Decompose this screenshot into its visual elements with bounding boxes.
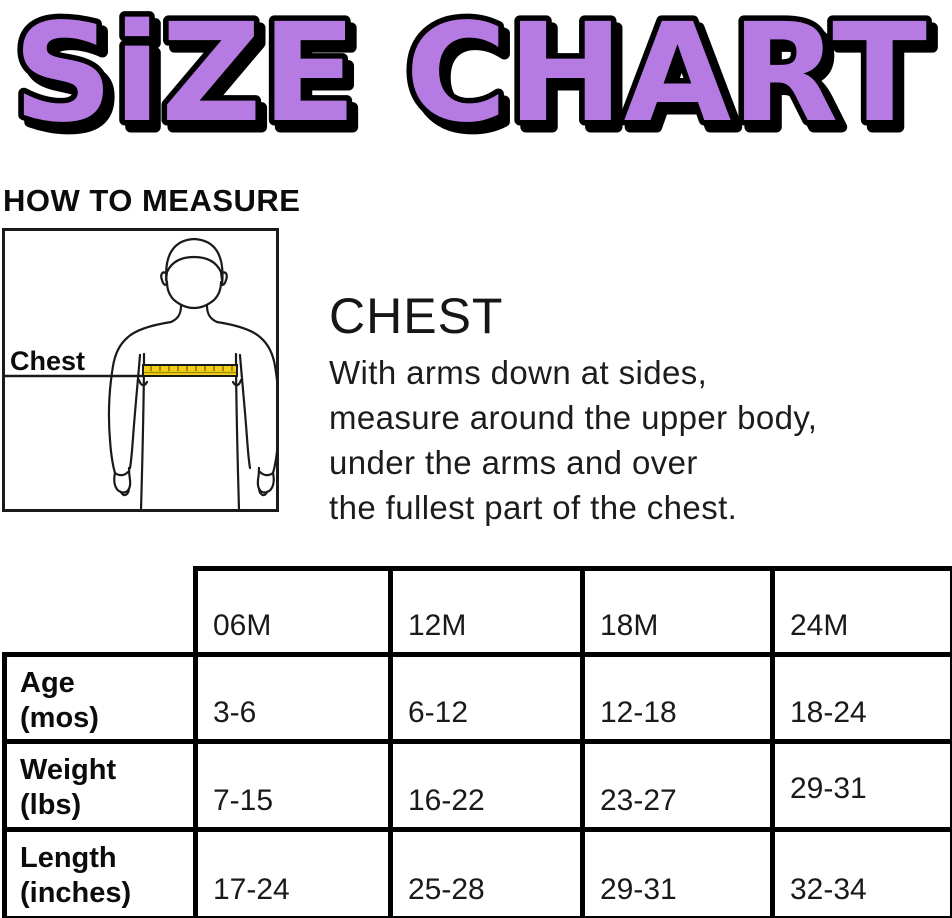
- table-row-age: [5, 655, 952, 742]
- cell-age-24m: 18-24: [773, 655, 952, 742]
- measurement-figure: [2, 228, 279, 512]
- chest-instruction-line: With arms down at sides,: [329, 354, 708, 391]
- row-label-text: Weight: [20, 754, 117, 786]
- row-label-age: [5, 655, 196, 742]
- cell-length-18m: 29-31: [583, 830, 773, 918]
- column-header-24m: 24M: [773, 569, 952, 655]
- chest-instruction-line: under the arms and over: [329, 444, 698, 481]
- cell-length-06m: 17-24: [196, 830, 391, 918]
- chest-instruction-line: measure around the upper body,: [329, 399, 818, 436]
- cell-length-24m: 32-34: [773, 830, 952, 918]
- cell-length-12m: 25-28: [391, 830, 583, 918]
- size-chart-title-text: SiZE CHART: [13, 2, 928, 152]
- cell-weight-24m: 29-31: [773, 742, 952, 830]
- row-label-unit: (mos): [20, 701, 99, 734]
- cell-weight-18m: 23-27: [583, 742, 773, 830]
- row-label-unit: (lbs): [20, 788, 82, 821]
- chest-label: Chest: [10, 346, 86, 376]
- table-row-length: [5, 830, 952, 918]
- chest-instruction-line: the fullest part of the chest.: [329, 489, 738, 526]
- cell-weight-06m: 7-15: [196, 742, 391, 830]
- row-label-weight: [5, 742, 196, 830]
- column-header-12m: 12M: [391, 569, 583, 655]
- measuring-tape: [143, 365, 237, 376]
- column-header-06m: 06M: [196, 569, 391, 655]
- column-header-18m: 18M: [583, 569, 773, 655]
- chest-instructions: [329, 288, 818, 530]
- cell-age-18m: 12-18: [583, 655, 773, 742]
- size-table: [2, 566, 952, 918]
- table-corner-empty: [5, 569, 196, 655]
- row-label-text: Length: [20, 842, 117, 874]
- how-to-measure-heading: HOW TO MEASURE: [3, 183, 301, 218]
- chest-section-heading: CHEST: [329, 288, 504, 344]
- table-header-row: [5, 569, 952, 655]
- table-row-weight: [5, 742, 952, 830]
- row-label-unit: (inches): [20, 876, 132, 909]
- cell-age-12m: 6-12: [391, 655, 583, 742]
- cell-weight-12m: 16-22: [391, 742, 583, 830]
- cell-age-06m: 3-6: [196, 655, 391, 742]
- size-chart-title: [0, 2, 952, 152]
- row-label-text: Age: [20, 667, 75, 699]
- row-label-length: [5, 830, 196, 918]
